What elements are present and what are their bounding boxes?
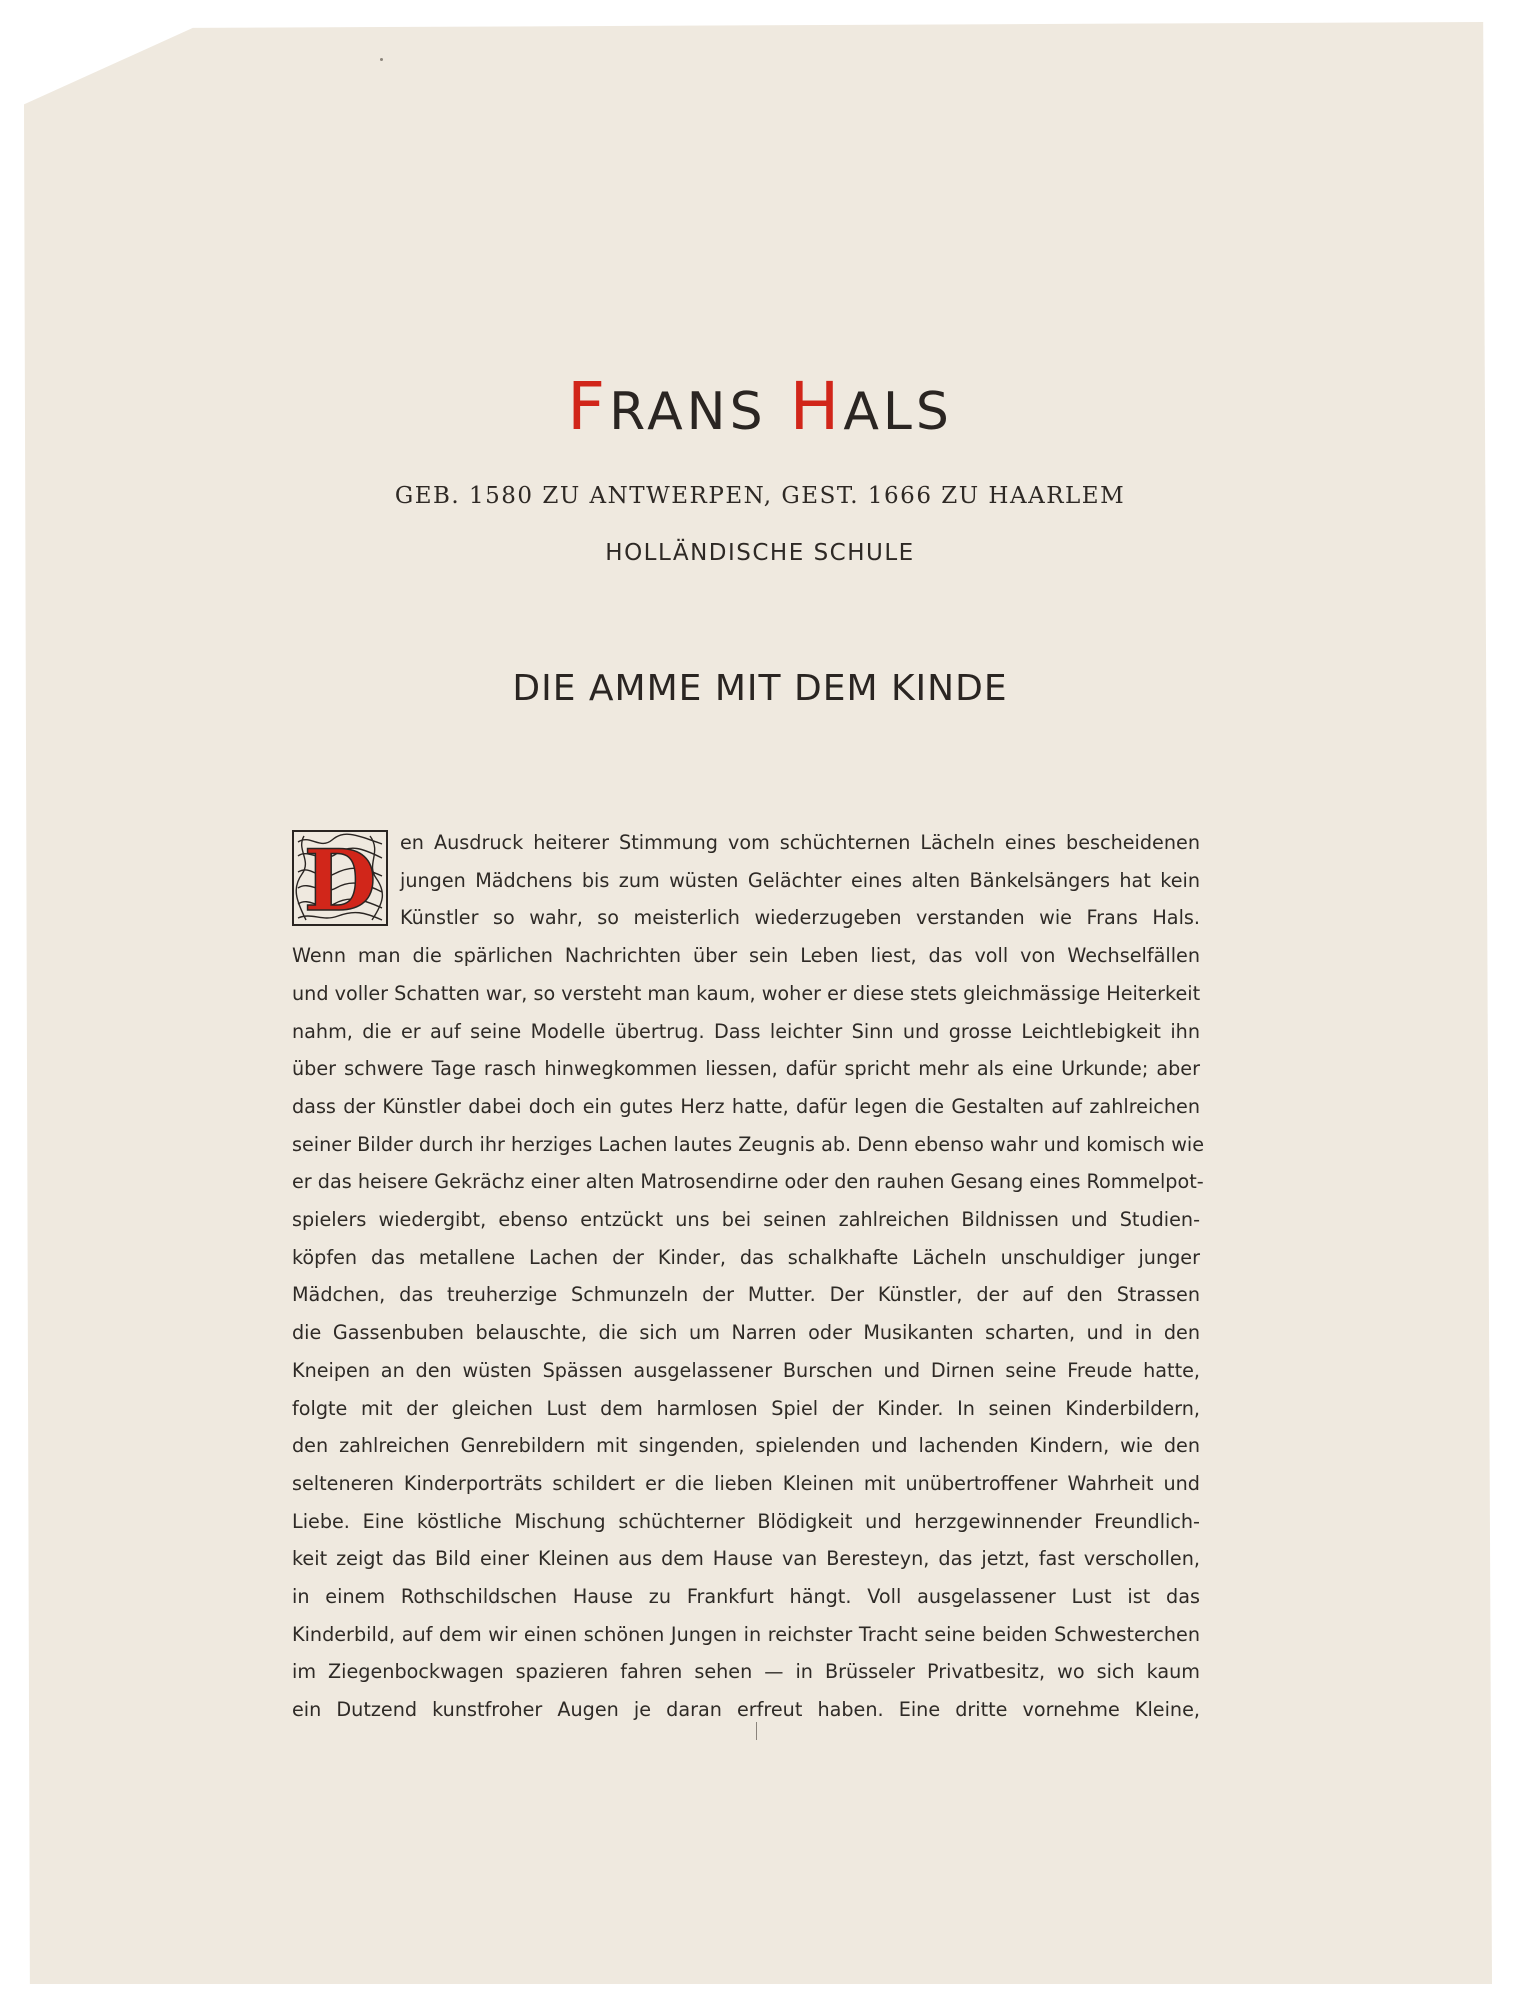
paragraph-line: keit zeigt das Bild einer Kleinen aus dem Hause van Beresteyn, das jetzt, fast verschollen,: [292, 1547, 1200, 1571]
paragraph-line: Mädchen, das treuherzige Schmunzeln der Mutter. Der Künstler, der auf den Strassen: [292, 1283, 1200, 1307]
paragraph-line: nahm, die er auf seine Modelle übertrug. Dass leichter Sinn und grosse Leichtlebigkeit ihn: [292, 1019, 1200, 1043]
paragraph-line: dass der Künstler dabei doch ein gutes Herz hatte, dafür legen die Gestalten auf zahlreichen: [292, 1094, 1200, 1118]
printer-mark: [756, 1722, 757, 1740]
author-first-rest: RANS: [609, 382, 767, 442]
author-first-initial: F: [567, 368, 610, 445]
paragraph-line: seiner Bilder durch ihr herziges Lachen lautes Zeugnis ab. Denn ebenso wahr und komisch wie: [292, 1132, 1205, 1156]
paragraph-line: den zahlreichen Genrebildern mit singenden, spielenden und lachenden Kindern, wie den: [292, 1434, 1200, 1458]
paper-speck: [380, 58, 383, 61]
paragraph-line: spielers wiedergibt, ebenso entzückt uns bei seinen zahlreichen Bildnissen und Studien-: [292, 1208, 1200, 1232]
artwork-title: DIE AMME MIT DEM KINDE: [512, 668, 1008, 709]
paragraph-line: im Ziegenbockwagen spazieren fahren sehen — in Brüsseler Privatbesitz, wo sich kaum: [292, 1660, 1200, 1684]
paragraph-line: Liebe. Eine köstliche Mischung schüchterner Blödigkeit und herzgewinnender Freundlich-: [292, 1509, 1200, 1533]
paragraph-line: folgte mit der gleichen Lust dem harmlosen Spiel der Kinder. In seinen Kinderbildern,: [292, 1396, 1200, 1420]
life-dates: GEB. 1580 ZU ANTWERPEN, GEST. 1666 ZU HAARLEM: [394, 483, 1126, 509]
paragraph-line: Kinderbild, auf dem wir einen schönen Jungen in reichster Tracht seine beiden Schwesterchen: [292, 1622, 1200, 1646]
paragraph-line: Künstler so wahr, so meisterlich wiederzugeben verstanden wie Frans Hals.: [400, 906, 1200, 930]
author-last-initial: H: [789, 368, 844, 445]
drop-cap-letter: D: [303, 831, 377, 926]
author-last-rest: ALS: [843, 382, 953, 442]
ornamental-drop-cap: [292, 830, 388, 926]
paragraph-line: ein Dutzend kunstfroher Augen je daran erfreut haben. Eine dritte vornehme Kleine,: [292, 1698, 1200, 1722]
drop-cap-ornament-icon: [292, 830, 388, 926]
paragraph-line: die Gassenbuben belauschte, die sich um Narren oder Musikanten scharten, und in den: [292, 1321, 1200, 1345]
author-name: [0, 368, 1520, 445]
paragraph-line: er das heisere Gekrächz einer alten Matrosendirne oder den rauhen Gesang eines Rommelpot-: [292, 1170, 1204, 1194]
paragraph-lines: [292, 824, 1205, 1729]
paragraph-line: köpfen das metallene Lachen der Kinder, das schalkhafte Lächeln unschuldiger junger: [292, 1245, 1200, 1269]
paragraph-line: über schwere Tage rasch hinwegkommen liessen, dafür spricht mehr als eine Urkunde; aber: [292, 1057, 1200, 1081]
paragraph-line: in einem Rothschildschen Hause zu Frankfurt hängt. Voll ausgelassener Lust ist das: [292, 1585, 1200, 1609]
paragraph-line: en Ausdruck heiterer Stimmung vom schüchternen Lächeln eines bescheidenen: [400, 831, 1200, 854]
body-text: [292, 824, 1205, 1729]
paragraph-line: Wenn man die spärlichen Nachrichten über sein Leben liest, das voll von Wechselfällen: [292, 944, 1200, 968]
paragraph-line: Kneipen an den wüsten Spässen ausgelassener Burschen und Dirnen seine Freude hatte,: [292, 1358, 1200, 1382]
paragraph-line: und voller Schatten war, so versteht man kaum, woher er diese stets gleichmässige Heiterkeit: [292, 981, 1201, 1005]
school-line: HOLLÄNDISCHE SCHULE: [605, 540, 915, 566]
paragraph-line: selteneren Kinderporträts schildert er die lieben Kleinen mit unübertroffener Wahrheit und: [292, 1471, 1200, 1495]
paragraph-line: jungen Mädchens bis zum wüsten Gelächter eines alten Bänkelsängers hat kein: [400, 868, 1200, 892]
